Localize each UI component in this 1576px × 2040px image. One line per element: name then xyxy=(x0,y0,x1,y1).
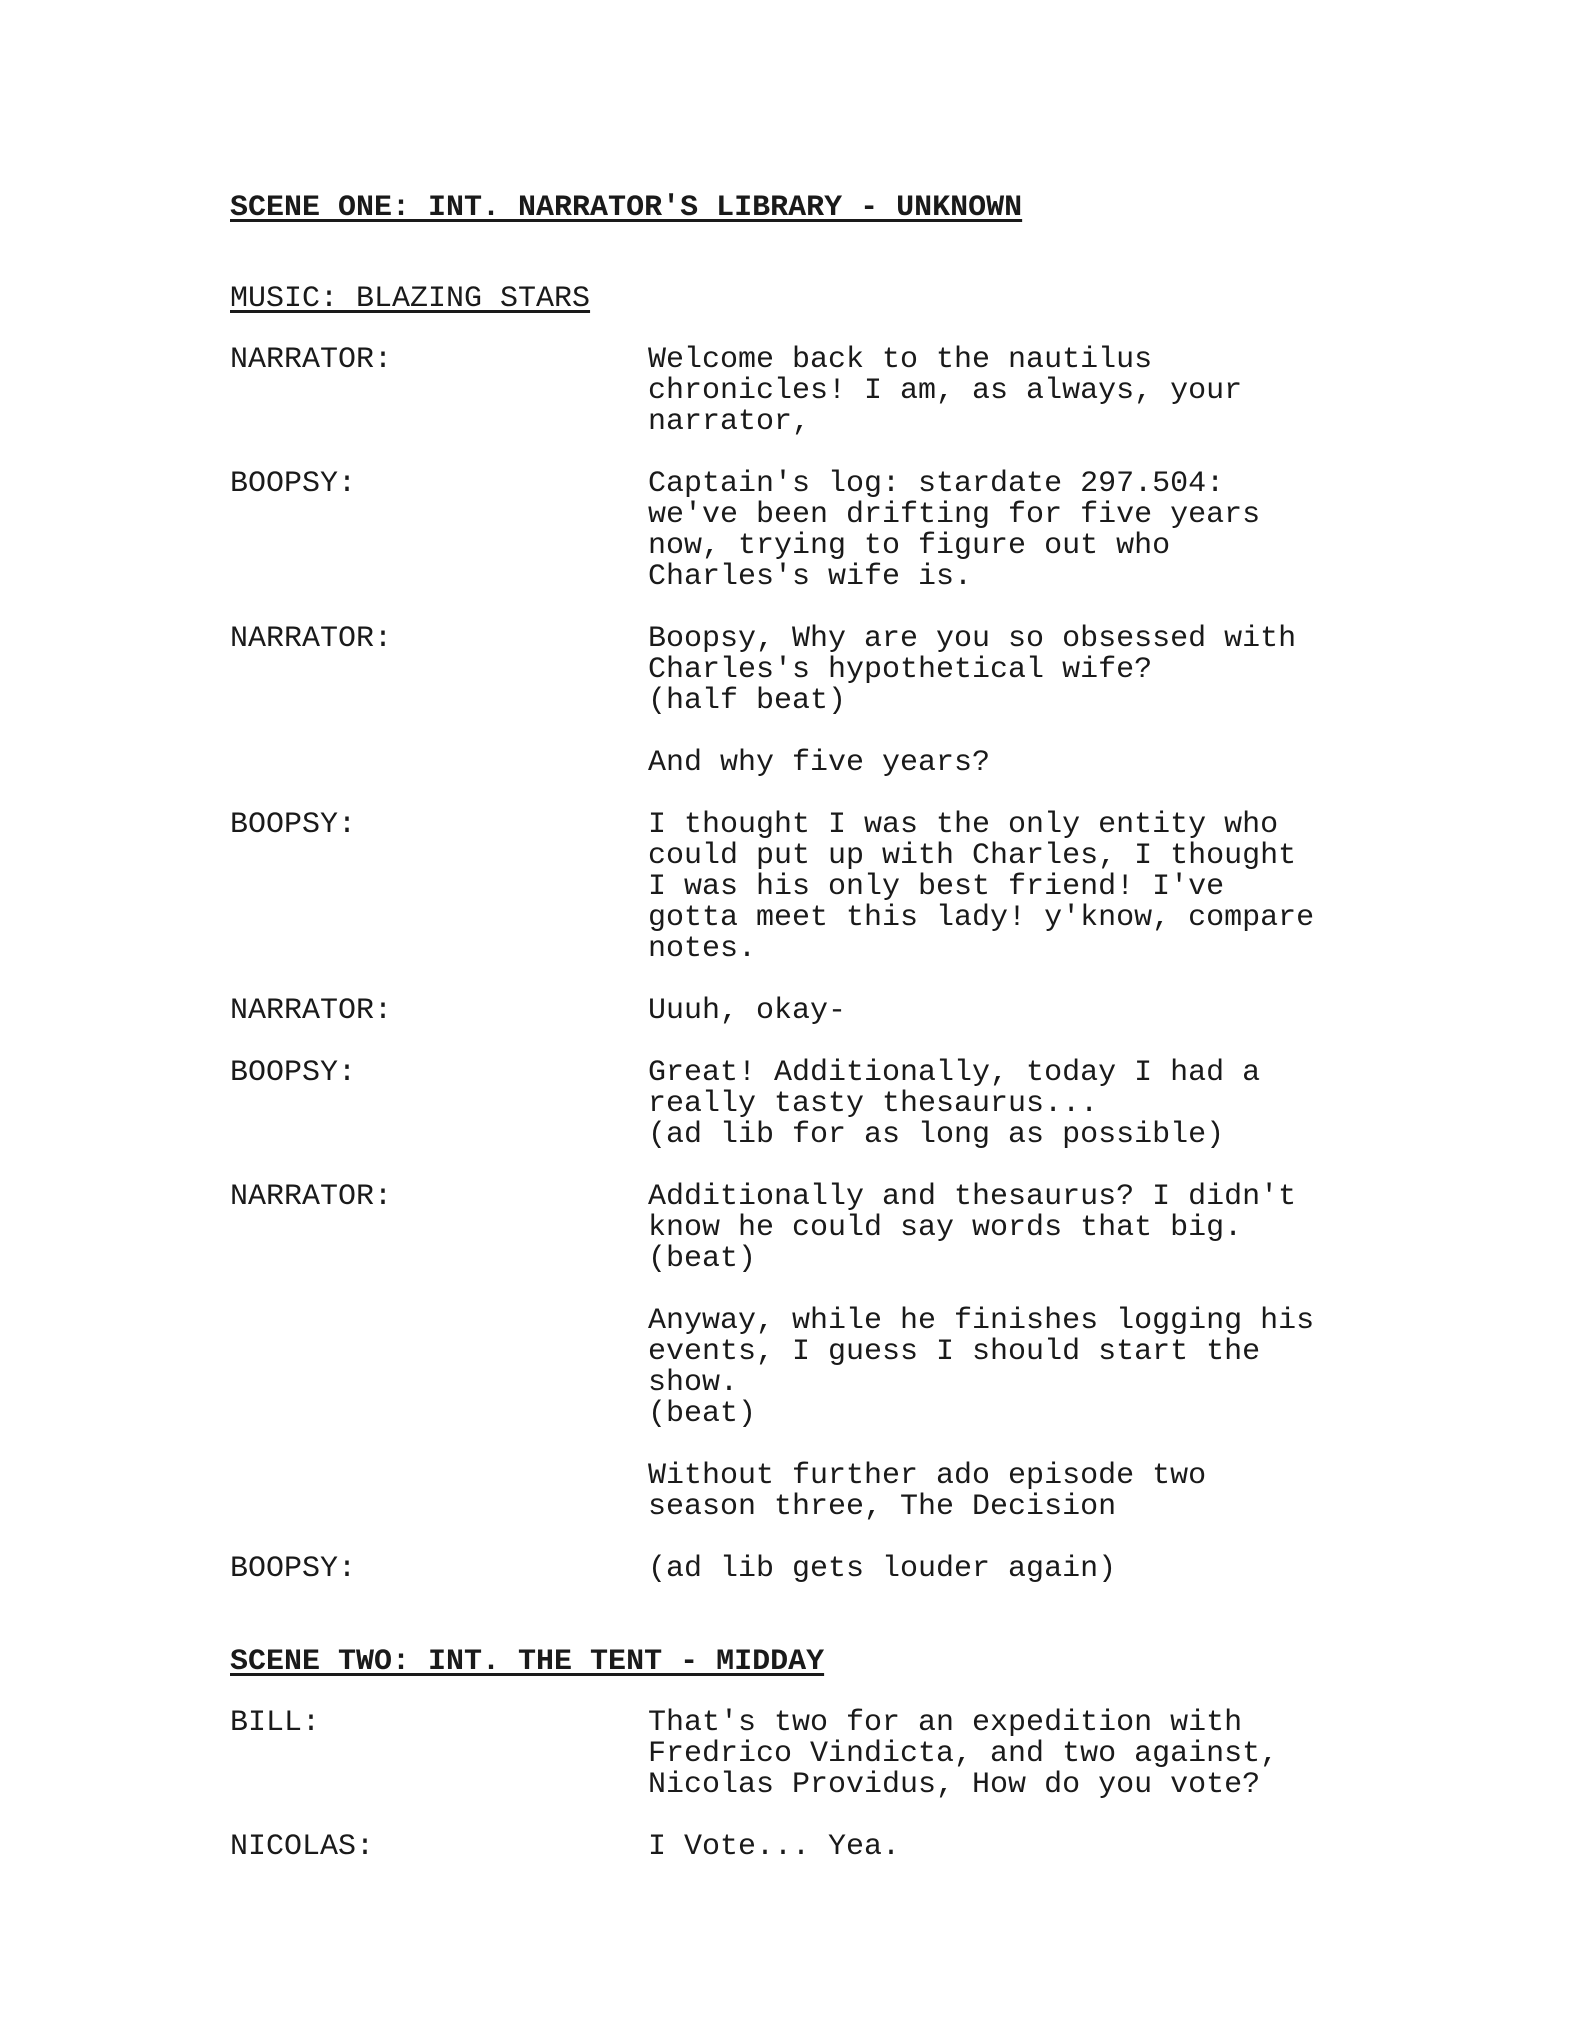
speaker-label: NICOLAS: xyxy=(230,1830,375,1864)
dialogue-text: Great! Additionally, today I had a really tasty thesaurus... (ad lib for as long as possible) xyxy=(648,1056,1261,1152)
speaker-label: BILL: xyxy=(230,1706,321,1740)
speaker-label: BOOPSY: xyxy=(230,467,357,501)
dialogue-text: I Vote... Yea. xyxy=(648,1830,901,1864)
dialogue-text: And why five years? xyxy=(648,746,991,780)
dialogue-text: (ad lib gets louder again) xyxy=(648,1552,1117,1586)
speaker-label: NARRATOR: xyxy=(230,622,393,656)
dialogue-text: Anyway, while he finishes logging his events, I guess I should start the show. (beat) xyxy=(648,1304,1315,1431)
speaker-label: NARRATOR: xyxy=(230,1180,393,1214)
speaker-label: NARRATOR: xyxy=(230,343,393,377)
dialogue-text: I thought I was the only entity who could put up with Charles, I thought I was his only best friend! I've gotta meet this lady! y'know, compare notes. xyxy=(648,808,1315,966)
dialogue-text: Without further ado episode two season three, The Decision xyxy=(648,1459,1207,1524)
speaker-label: NARRATOR: xyxy=(230,994,393,1028)
speaker-label: BOOPSY: xyxy=(230,1056,357,1090)
dialogue-text: Welcome back to the nautilus chronicles! I am, as always, your narrator, xyxy=(648,343,1243,439)
scene-two-heading: SCENE TWO: INT. THE TENT - MIDDAY xyxy=(230,1645,825,1679)
speaker-label: BOOPSY: xyxy=(230,1552,357,1586)
dialogue-text: That's two for an expedition with Fredrico Vindicta, and two against, Nicolas Providus, How do you vote? xyxy=(648,1706,1279,1802)
dialogue-text: Boopsy, Why are you so obsessed with Charles's hypothetical wife? (half beat) xyxy=(648,622,1297,718)
dialogue-text: Uuuh, okay- xyxy=(648,994,847,1028)
speaker-label: BOOPSY: xyxy=(230,808,357,842)
dialogue-text: Captain's log: stardate 297.504: we've been drifting for five years now, trying to figure out who Charles's wife is. xyxy=(648,467,1261,594)
dialogue-text: Additionally and thesaurus? I didn't know he could say words that big. (beat) xyxy=(648,1180,1297,1276)
music-cue: MUSIC: BLAZING STARS xyxy=(230,282,591,316)
scene-one-heading: SCENE ONE: INT. NARRATOR'S LIBRARY - UNKNOWN xyxy=(230,191,1023,225)
